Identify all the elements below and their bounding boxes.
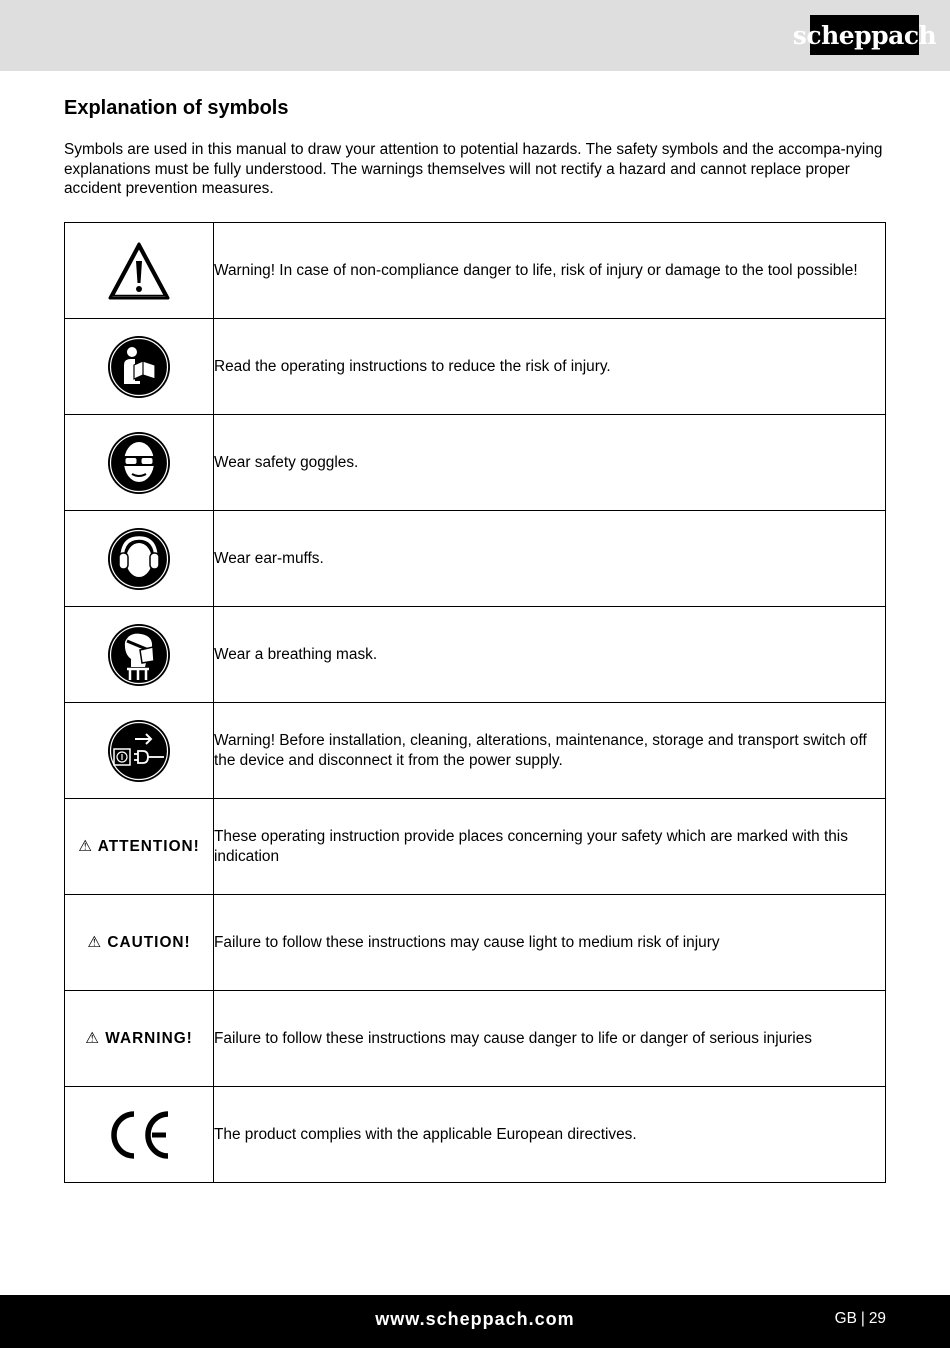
- table-row: [65, 703, 886, 799]
- description-cell: Wear a breathing mask.: [214, 607, 886, 703]
- symbol-cell: [65, 703, 214, 799]
- description-cell: Failure to follow these instructions may cause danger to life or danger of serious injuries: [214, 991, 886, 1087]
- symbol-cell: [65, 319, 214, 415]
- description-cell: Warning! Before installation, cleaning, alterations, maintenance, storage and transport switch off the device and disconnect it from the power supply.: [214, 703, 886, 799]
- table-row: [65, 415, 886, 511]
- attention-label: ⚠ ATTENTION!: [78, 838, 200, 855]
- safety-goggles-icon: [65, 431, 213, 495]
- table-row: [65, 607, 886, 703]
- caution-label: ⚠ CAUTION!: [87, 934, 191, 951]
- small-warning-icon: ⚠: [78, 838, 94, 855]
- page-title: Explanation of symbols: [64, 97, 289, 119]
- table-row: [65, 991, 886, 1087]
- table-row: [65, 1087, 886, 1183]
- page-number: 29: [868, 1310, 886, 1327]
- unplug-power-icon: [65, 719, 213, 783]
- read-manual-icon: [65, 335, 213, 399]
- symbol-cell: [65, 895, 214, 991]
- small-warning-icon: ⚠: [85, 1030, 100, 1047]
- table-row: [65, 511, 886, 607]
- symbol-cell: [65, 1087, 214, 1183]
- description-cell: Wear ear-muffs.: [214, 511, 886, 607]
- ce-mark-icon: [65, 1110, 213, 1160]
- symbol-cell: [65, 799, 214, 895]
- symbols-table: [64, 222, 886, 1183]
- page-indicator: GB | 29: [834, 1310, 886, 1327]
- table-row: [65, 895, 886, 991]
- table-row: [65, 223, 886, 319]
- symbol-cell: [65, 415, 214, 511]
- symbol-cell: [65, 991, 214, 1087]
- warning-label: ⚠ WARNING!: [85, 1030, 193, 1047]
- table-row: [65, 319, 886, 415]
- breathing-mask-icon: [65, 623, 213, 687]
- description-cell: The product complies with the applicable European directives.: [214, 1087, 886, 1183]
- description-cell: Read the operating instructions to reduce the risk of injury.: [214, 319, 886, 415]
- brand-logo: scheppach: [810, 15, 919, 55]
- intro-paragraph: Symbols are used in this manual to draw your attention to potential hazards. The safety symbols and the accompa-nying explanations must be fully understood. The warnings themselves will not rectify a hazard and cannot replace proper accident prevention measures.: [64, 141, 883, 197]
- symbol-cell: [65, 223, 214, 319]
- website-link[interactable]: www.scheppach.com: [375, 1309, 575, 1329]
- footer-bar: [0, 1295, 950, 1348]
- description-cell: Warning! In case of non-compliance danger to life, risk of injury or damage to the tool possible!: [214, 223, 886, 319]
- description-cell: These operating instruction provide places concerning your safety which are marked with this indication: [214, 799, 886, 895]
- description-cell: Failure to follow these instructions may cause light to medium risk of injury: [214, 895, 886, 991]
- table-row: [65, 799, 886, 895]
- small-warning-icon: ⚠: [87, 934, 103, 951]
- symbol-cell: [65, 511, 214, 607]
- warning-triangle-icon: [65, 241, 213, 301]
- country-code: GB: [834, 1310, 857, 1327]
- ear-muffs-icon: [65, 527, 213, 591]
- description-cell: Wear safety goggles.: [214, 415, 886, 511]
- symbol-cell: [65, 607, 214, 703]
